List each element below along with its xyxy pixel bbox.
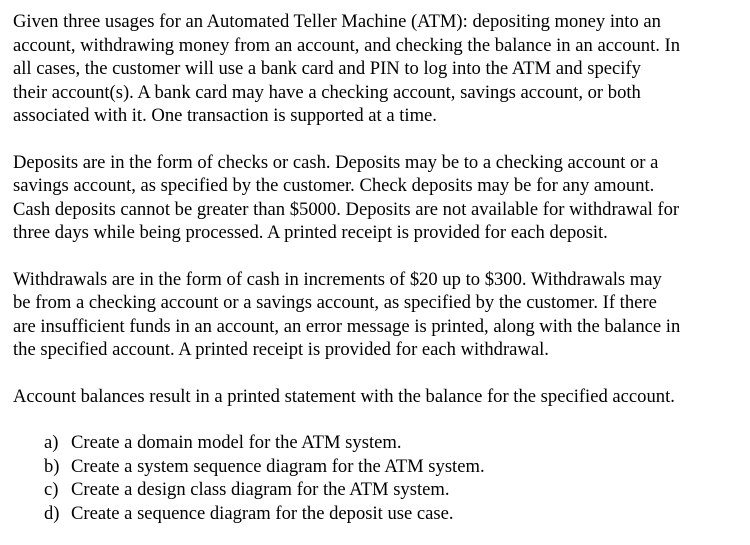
text-line: Given three usages for an Automated Teller Machine (ATM): depositing money into an (13, 11, 661, 32)
text-line: all cases, the customer will use a bank card and PIN to log into the ATM and specify (13, 58, 641, 79)
task-item (44, 431, 741, 455)
paragraph-balances (13, 385, 741, 409)
text-line: be from a checking account or a savings account, as specified by the customer. If there (13, 292, 657, 313)
task-marker: d) (44, 502, 60, 524)
paragraph-deposits (13, 151, 741, 245)
task-list (13, 431, 741, 525)
text-line: Account balances result in a printed statement with the balance for the specified account. (13, 385, 675, 407)
text-line: the specified account. A printed receipt is provided for each withdrawal. (13, 339, 549, 360)
task-text: Create a design class diagram for the ATM system. (71, 479, 450, 500)
text-line: three days while being processed. A printed receipt is provided for each deposit. (13, 222, 608, 243)
text-line: savings account, as specified by the customer. Check deposits may be for any amount. (13, 175, 655, 196)
text-line: their account(s). A bank card may have a checking account, savings account, or both (13, 81, 641, 103)
text-line: are insufficient funds in an account, an error message is printed, along with the balance in (13, 315, 681, 337)
paragraph-atm-usages (13, 10, 741, 128)
task-item (44, 455, 741, 479)
text-line: Cash deposits cannot be greater than $5000. Deposits are not available for withdrawal for (13, 198, 680, 220)
document-body (13, 10, 741, 525)
text-line: Withdrawals are in the form of cash in increments of $20 up to $300. Withdrawals may (13, 268, 662, 290)
task-text: Create a sequence diagram for the deposit use case. (71, 502, 454, 524)
task-marker: a) (44, 432, 59, 453)
task-marker: b) (44, 455, 60, 477)
text-line: associated with it. One transaction is supported at a time. (13, 105, 437, 126)
task-text: Create a domain model for the ATM system. (71, 432, 402, 453)
task-text: Create a system sequence diagram for the ATM system. (71, 455, 485, 477)
paragraph-withdrawals (13, 268, 741, 362)
text-line: Deposits are in the form of checks or cash. Deposits may be to a checking account or a (13, 151, 659, 173)
task-item (44, 502, 741, 526)
text-line: account, withdrawing money from an account, and checking the balance in an account. In (13, 34, 681, 56)
task-item (44, 478, 741, 502)
task-marker: c) (44, 479, 59, 500)
